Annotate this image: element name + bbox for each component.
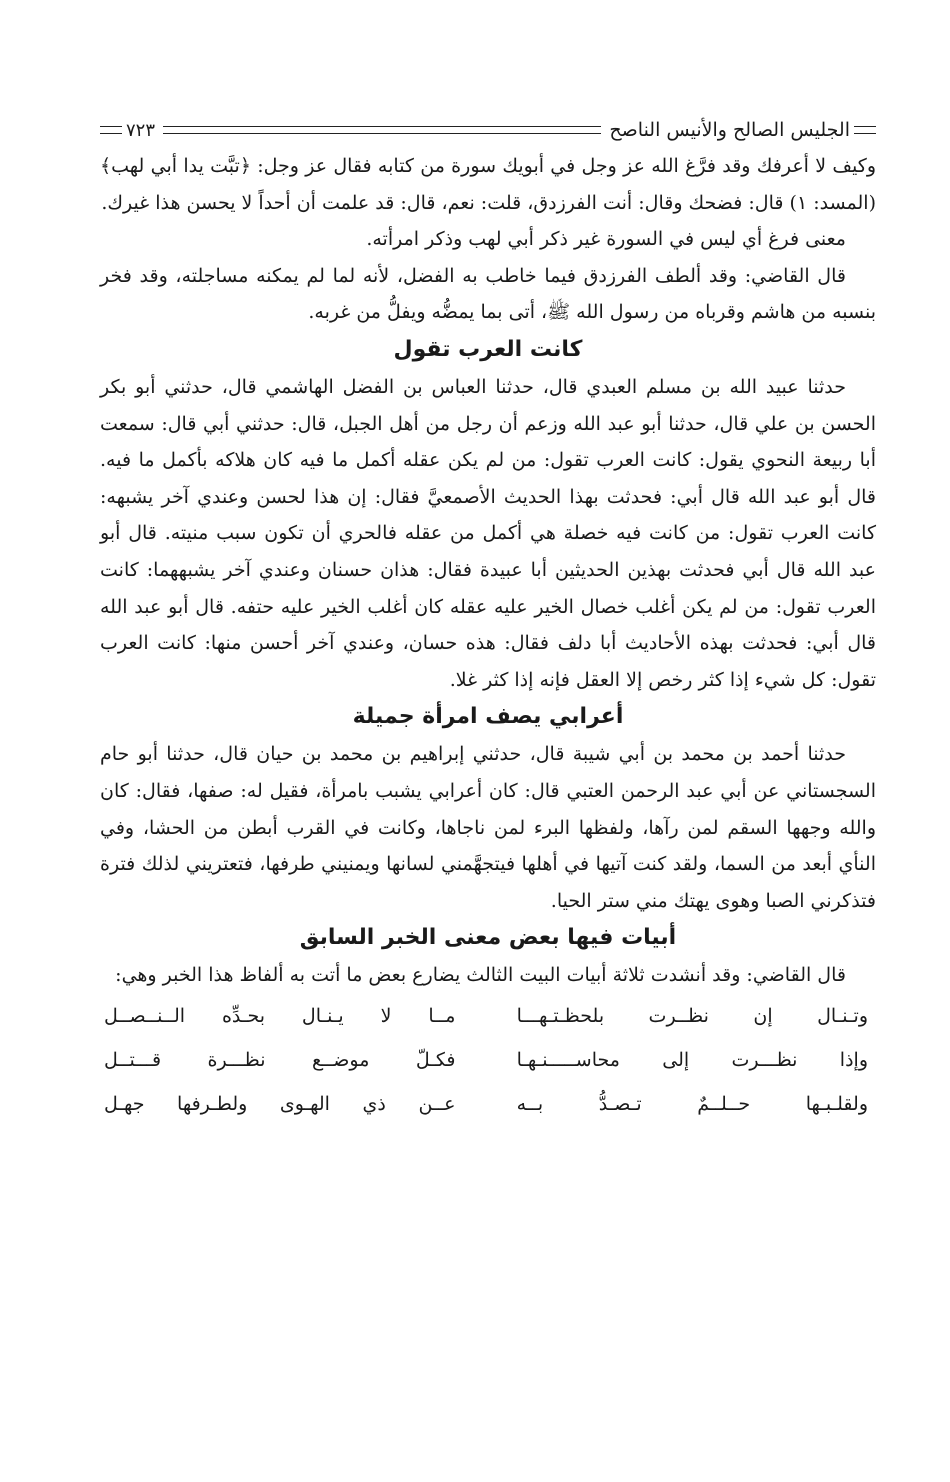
paragraph: وكيف لا أعرفك وقد فرَّغ الله عز وجل في أبويك سورة من كتابه فقال عز وجل: ﴿تبَّت يدا أبي لهب﴾ (المسد: ١) قال: فضحك وقال: أنت الفرزدق، قلت: نعم، قال: قد علمت أن أحداً لا يحسن هذا غيرك. [100,155,876,214]
verse-line [100,1082,876,1126]
body-text [100,148,876,994]
paragraph: قال القاضي: وقد أنشدت ثلاثة أبيات البيت الثالث يضارع بعض ما أتت به ألفاظ هذا الخبر وهي: [115,964,846,987]
page-number: ٧٢٣ [126,119,156,141]
section-heading: كانت العرب تقول [393,336,583,362]
verse-second-hemistich: فكـلّ موضــع نظـــرة قـــتــل [104,1048,456,1071]
verse-line [100,994,876,1038]
section-heading: أبيات فيها بعض معنى الخبر السابق [299,925,677,951]
verse-first-hemistich: وإذا نظـــرت إلى محاســـــنـهـا [516,1048,868,1071]
head-ornament-left [100,126,122,134]
paragraph: حدثنا عبيد الله بن مسلم العبدي قال، حدثنا العباس بن الفضل الهاشمي قال، حدثني أبو بكر الحسن بن علي قال، حدثنا أبو عبد الله وزعم أن رجل من أهل الجبل، قال: حدثني أبي قال: سمعت أبا ربيعة النحوي يقول: كانت العرب تقول: من لم يكن عقله أكمل ما فيه كان هلاكه بأكمل ما فيه. قال أبو عبد الله قال أبي: فحدثت بهذا الحديث الأصمعيَّ فقال: إن هذا لحسن وعندي آخر يشبهه: كانت العرب تقول: من كانت فيه خصلة هي أكمل من عقله فالحري أن تكون سبب منيته. قال أبو عبد الله قال أبي فحدثت بهذين الحديثين أبا عبيدة فقال: هذان حسنان وعندي آخر يشبههما: كانت العرب تقول: من لم يكن أغلب خصال الخير عليه عقله كان أغلب الخير عليه حتفه. قال أبو عبد الله قال أبي: فحدثت بهذه الأحاديث أبا دلف فقال: هذه حسان، وعندي آخر أحسن منها: كانت العرب تقول: كل شيء إذا كثر رخص إلا العقل فإنه إذا كثر غلا. [100,375,877,691]
verse-second-hemistich: عــن ذي الهـوى ولطـرفها جهـل [104,1092,456,1115]
running-head [100,112,876,148]
paragraph: قال القاضي: وقد ألطف الفرزدق فيما خاطب به الفضل، لأنه لما لم يمكنه مساجلته، وقد فخر بنسبه من هاشم وقرباه من رسول الله ﷺ، أتى بما يمضُّه ويفلُّ من غربه. [100,264,876,324]
paragraph: حدثنا أحمد بن محمد بن أبي شيبة قال، حدثني إبراهيم بن محمد بن حيان قال، حدثنا أبو حام السجستاني عن أبي عبد الرحمن العتبي قال: كان أعرابي يشبب بامرأة، فقيل له: صفها، فقال: كان والله وجهها السقم لمن رآها، ولفظها البرء لمن ناجاها، وكانت في القرب أبطن من الحشا، وفي النأي أبعد من السما، ولقد كنت آتيها في أهلها فيتجهَّمني لسانها ويمنيني طرفها، فتعتريني لذلك فترة فتذكرني الصبا وهوى يهتك مني ستر الحيا. [100,743,876,912]
poem [100,994,876,1126]
verse-line [100,1038,876,1082]
head-ornament-right [854,126,876,134]
verse-first-hemistich: ولقلـبـها حــلــمٌ تـصـدُّ بــه [516,1092,868,1115]
section-heading: أعرابي يصف امرأة جميلة [352,704,624,730]
paragraph: معنى فرغ أي ليس في السورة غير ذكر أبي لهب وذكر امرأته. [366,228,846,251]
running-title: الجليس الصالح والأنيس الناصح [609,119,850,141]
verse-second-hemistich: مــا لا يـنـال بحـدِّه الــنــصــل [104,1004,456,1027]
verse-first-hemistich: وتـنـال إن نظــرت بلحظـتـهـــا [516,1004,868,1027]
head-rule [163,126,601,134]
book-page [100,112,876,1126]
